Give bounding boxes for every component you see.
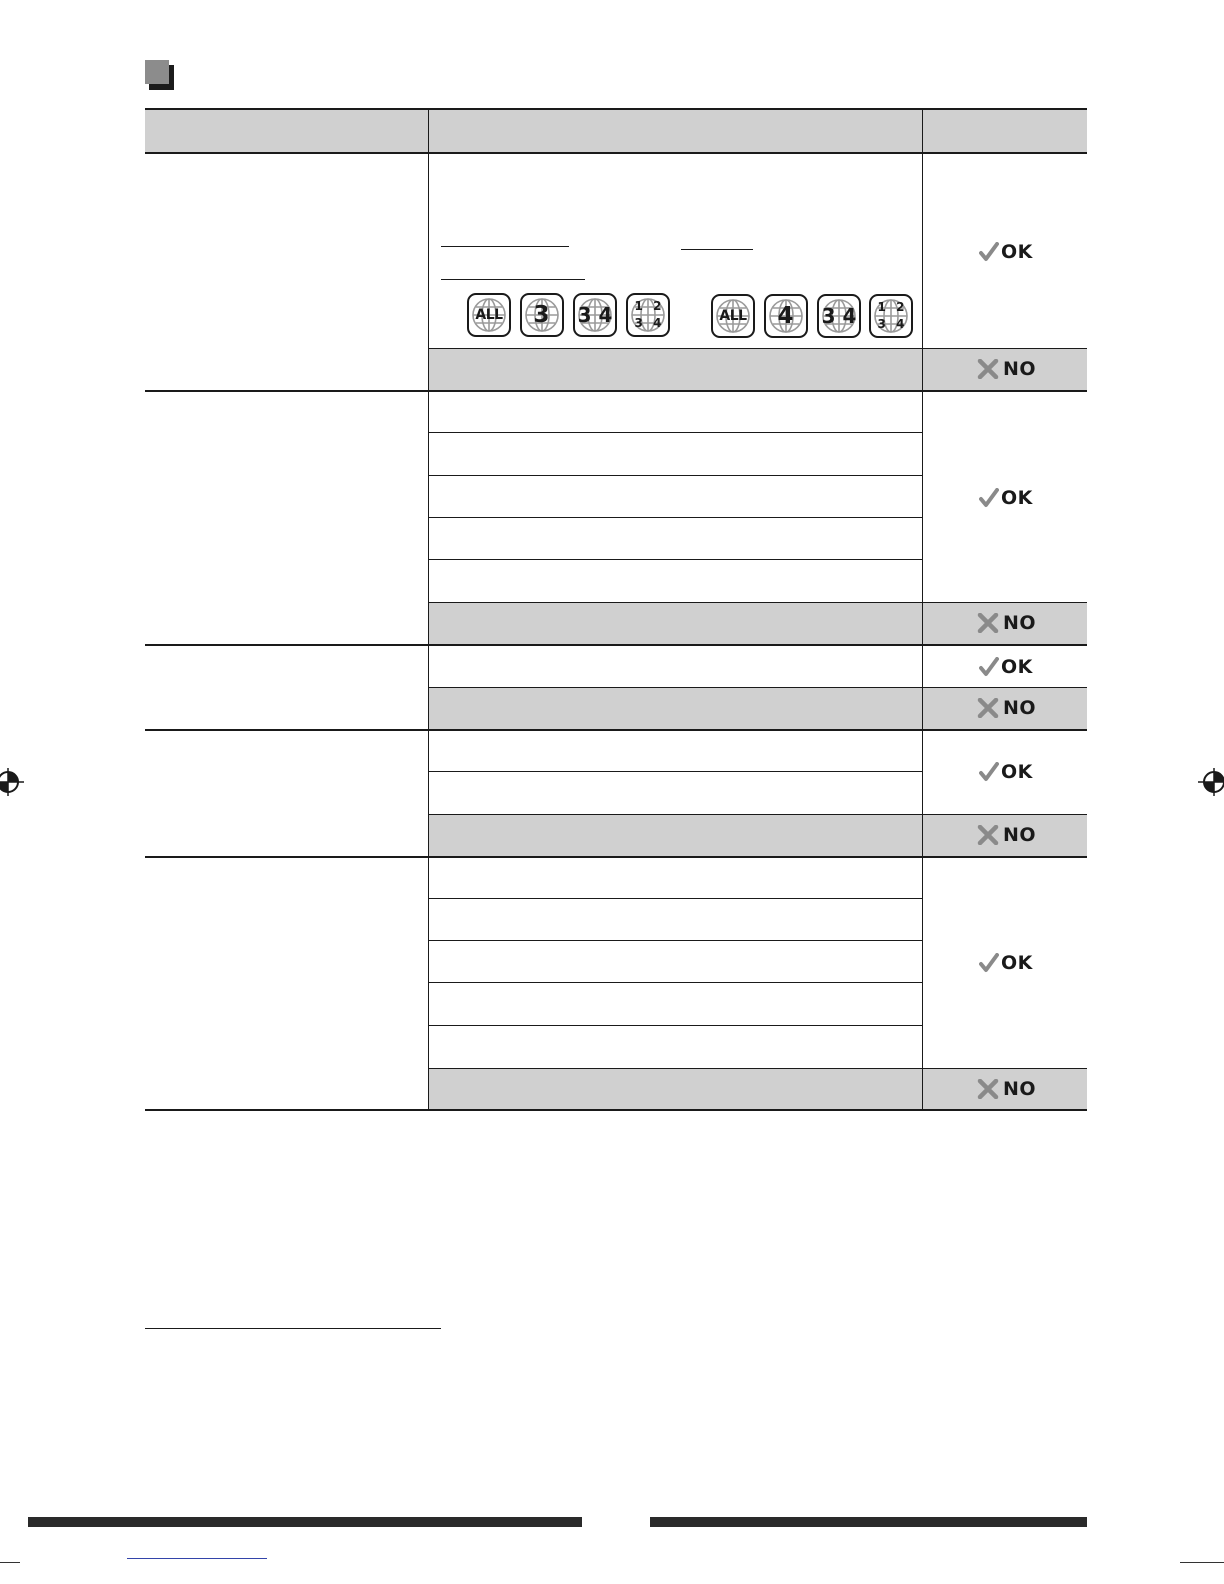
table-rule — [428, 1025, 922, 1026]
status-no-2 — [977, 610, 1037, 636]
status-ok-5 — [979, 950, 1039, 976]
status-ok-1 — [979, 239, 1039, 265]
registration-mark-icon — [0, 766, 28, 798]
table-header-row — [145, 108, 1087, 152]
no-label: NO — [1003, 824, 1037, 846]
cross-icon — [977, 1079, 999, 1099]
table-rule — [428, 814, 1087, 815]
check-icon — [979, 762, 999, 782]
table-rule — [145, 729, 1087, 731]
status-no-4 — [977, 822, 1037, 848]
region-badge-all — [711, 294, 755, 338]
table-column-rule — [922, 108, 923, 1110]
table-rule — [145, 152, 1087, 154]
table-rule — [428, 348, 1087, 349]
table-column-rule — [428, 108, 429, 1110]
text-underline — [441, 279, 585, 280]
table-rule — [428, 517, 922, 518]
region-label: 3 4 — [577, 303, 613, 327]
text-underline — [441, 246, 569, 247]
cross-icon — [977, 613, 999, 633]
ok-label: OK — [1001, 241, 1033, 263]
no-label: NO — [1003, 1078, 1037, 1100]
table-rule — [145, 108, 1087, 110]
table-rule — [428, 475, 922, 476]
region-badge-all — [467, 293, 511, 337]
check-icon — [979, 488, 999, 508]
table-rule — [428, 1068, 1087, 1069]
footnote-rule — [145, 1328, 441, 1329]
region-badge-34 — [573, 293, 617, 337]
region-label: 4 — [777, 303, 795, 329]
region-label: ALL — [719, 308, 747, 324]
cross-icon — [977, 825, 999, 845]
check-icon — [979, 953, 999, 973]
footer-bar-left — [28, 1517, 582, 1527]
status-no-3 — [977, 695, 1037, 721]
status-ok-3 — [979, 654, 1039, 680]
region-badge-3 — [520, 293, 564, 337]
table-rule — [145, 644, 1087, 646]
table-rule — [428, 687, 1087, 688]
table-rule — [428, 898, 922, 899]
crop-mark — [0, 1562, 20, 1563]
region-label: 3 4 — [821, 304, 857, 328]
cross-icon — [977, 359, 999, 379]
table-rule — [428, 771, 922, 772]
region-label: 1 2 3 4 — [877, 300, 905, 331]
no-label: NO — [1003, 612, 1037, 634]
crop-mark — [1180, 1562, 1224, 1563]
section-marker-icon — [145, 60, 169, 84]
table-rule — [145, 856, 1087, 858]
table-rule — [145, 390, 1087, 392]
compatibility-table — [145, 108, 1087, 1110]
ok-label: OK — [1001, 487, 1033, 509]
cross-icon — [977, 698, 999, 718]
no-label: NO — [1003, 358, 1037, 380]
ok-label: OK — [1001, 761, 1033, 783]
table-rule — [145, 1109, 1087, 1111]
check-icon — [979, 242, 999, 262]
status-no-5 — [977, 1076, 1037, 1102]
status-ok-2 — [979, 485, 1039, 511]
region-badge-34 — [817, 294, 861, 338]
text-underline — [681, 249, 753, 250]
table-rule — [428, 940, 922, 941]
region-badge-1234 — [869, 294, 913, 338]
region-badge-4 — [764, 294, 808, 338]
region-label: 3 — [533, 302, 551, 328]
ok-label: OK — [1001, 656, 1033, 678]
registration-mark-icon — [1194, 766, 1224, 798]
table-rule — [428, 432, 922, 433]
footer-bar-right — [650, 1517, 1087, 1527]
region-label: 1 2 3 4 — [634, 299, 662, 330]
ok-label: OK — [1001, 952, 1033, 974]
region-badge-1234 — [626, 293, 670, 337]
table-rule — [428, 982, 922, 983]
check-icon — [979, 657, 999, 677]
region-label: ALL — [475, 307, 503, 323]
footer-link-rule — [127, 1558, 267, 1559]
table-rule — [428, 559, 922, 560]
table-rule — [428, 602, 1087, 603]
status-no-1 — [977, 356, 1037, 382]
status-ok-4 — [979, 759, 1039, 785]
no-label: NO — [1003, 697, 1037, 719]
